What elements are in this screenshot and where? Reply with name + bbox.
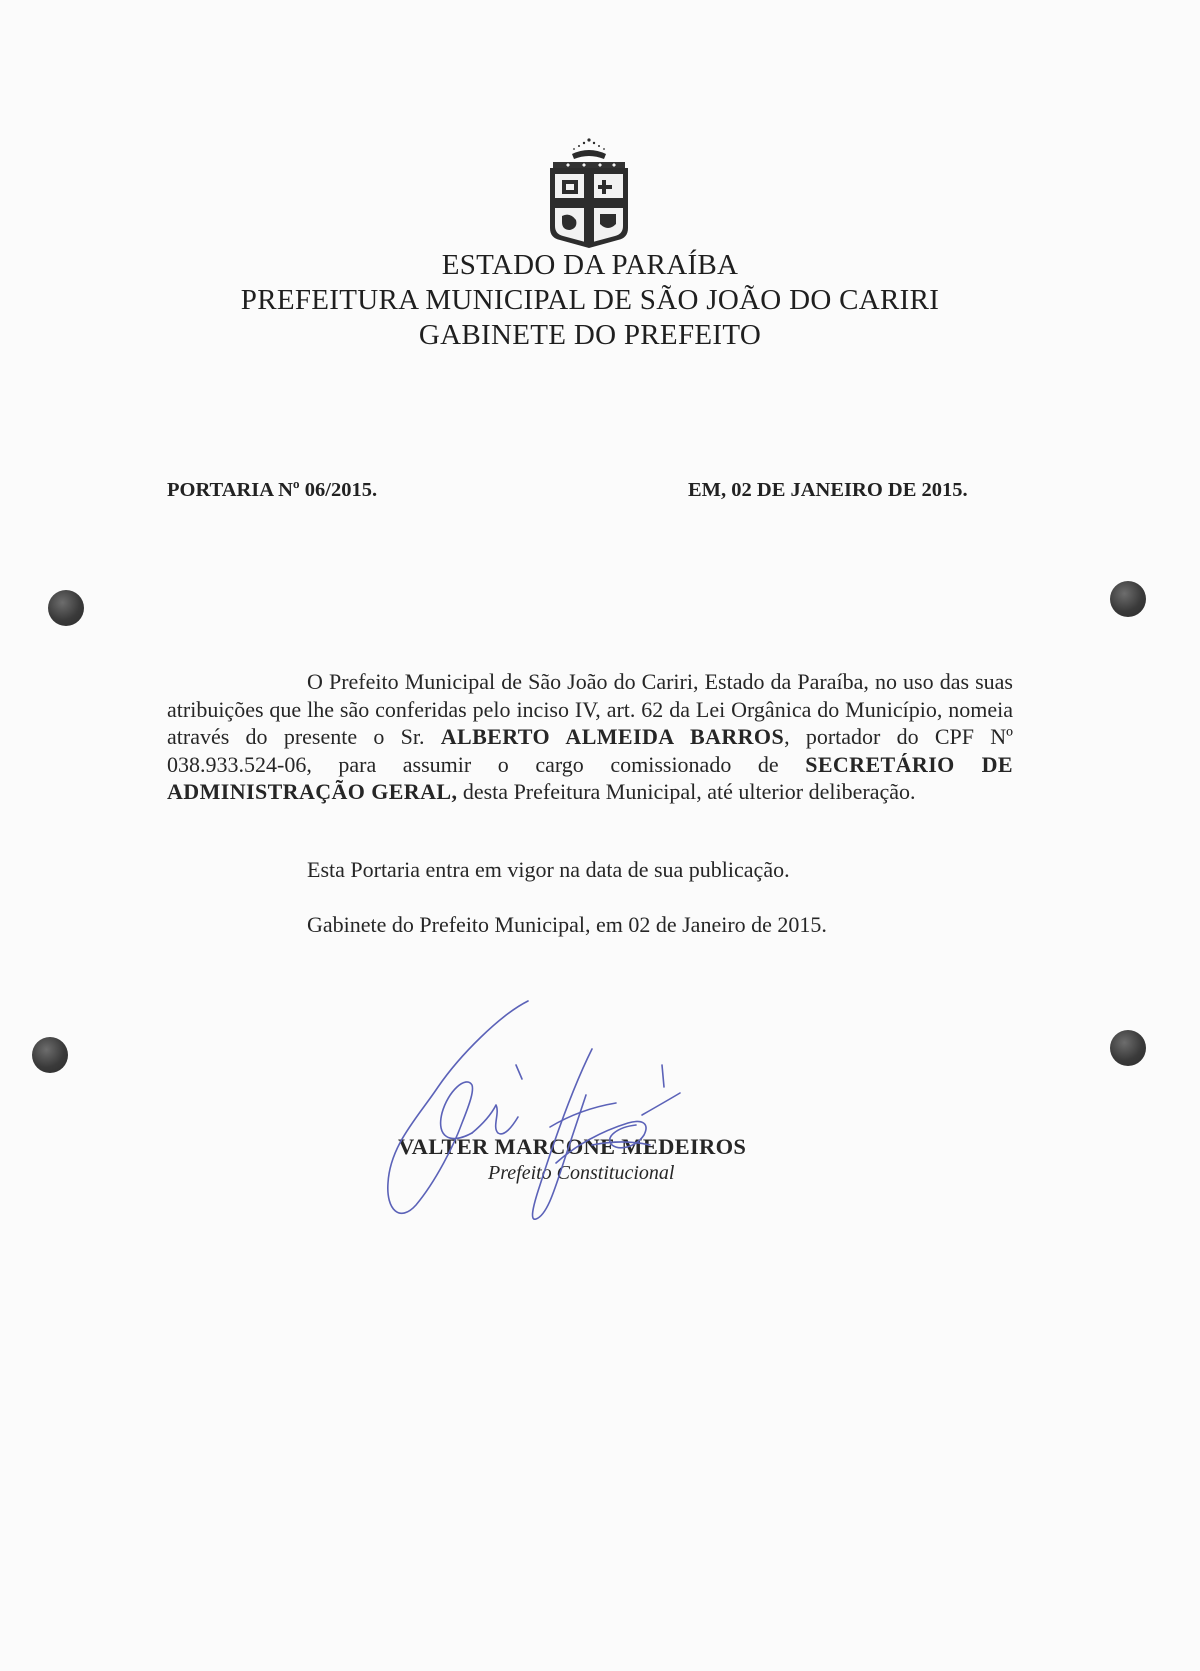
handwritten-signature bbox=[380, 995, 720, 1225]
header-state: ESTADO DA PARAÍBA bbox=[441, 249, 739, 281]
coat-of-arms-icon bbox=[546, 136, 632, 252]
paragraph-intro: O Prefeito Municipal de São João do Cariri, Estado da Paraíba, no uso das suas atribuições que lhe são conferidas pelo inciso IV, art. 62 da Lei Orgânica do Município, nomeia através do presente o Sr. bbox=[167, 669, 1013, 749]
punch-hole bbox=[32, 1037, 68, 1073]
appointment-paragraph bbox=[167, 668, 1013, 806]
header-municipality: PREFEITURA MUNICIPAL DE SÃO JOÃO DO CARIRI bbox=[240, 284, 940, 316]
punch-hole bbox=[1110, 581, 1146, 617]
paragraph-end: desta Prefeitura Municipal, até ulterior deliberação. bbox=[457, 779, 916, 804]
punch-hole bbox=[1110, 1030, 1146, 1066]
signatory-title: Prefeito Constitucional bbox=[488, 1162, 675, 1184]
paragraph-cpf: , portador do CPF Nº 038.933.524-06, para assumir o cargo comissionado de bbox=[167, 724, 1014, 777]
portaria-date: EM, 02 DE JANEIRO DE 2015. bbox=[688, 479, 968, 501]
portaria-number: PORTARIA Nº 06/2015. bbox=[167, 479, 378, 501]
punch-hole bbox=[48, 590, 84, 626]
effective-date-paragraph: Esta Portaria entra em vigor na data de sua publicação. bbox=[307, 857, 790, 882]
header-office: GABINETE DO PREFEITO bbox=[418, 319, 762, 351]
signatory-name: VALTER MARCONE MEDEIROS bbox=[398, 1134, 747, 1159]
issued-at-paragraph: Gabinete do Prefeito Municipal, em 02 de Janeiro de 2015. bbox=[307, 912, 827, 937]
appointee-name: ALBERTO ALMEIDA BARROS bbox=[440, 724, 785, 749]
appointed-role: SECRETÁRIO DE ADMINISTRAÇÃO GERAL, bbox=[167, 751, 1013, 804]
